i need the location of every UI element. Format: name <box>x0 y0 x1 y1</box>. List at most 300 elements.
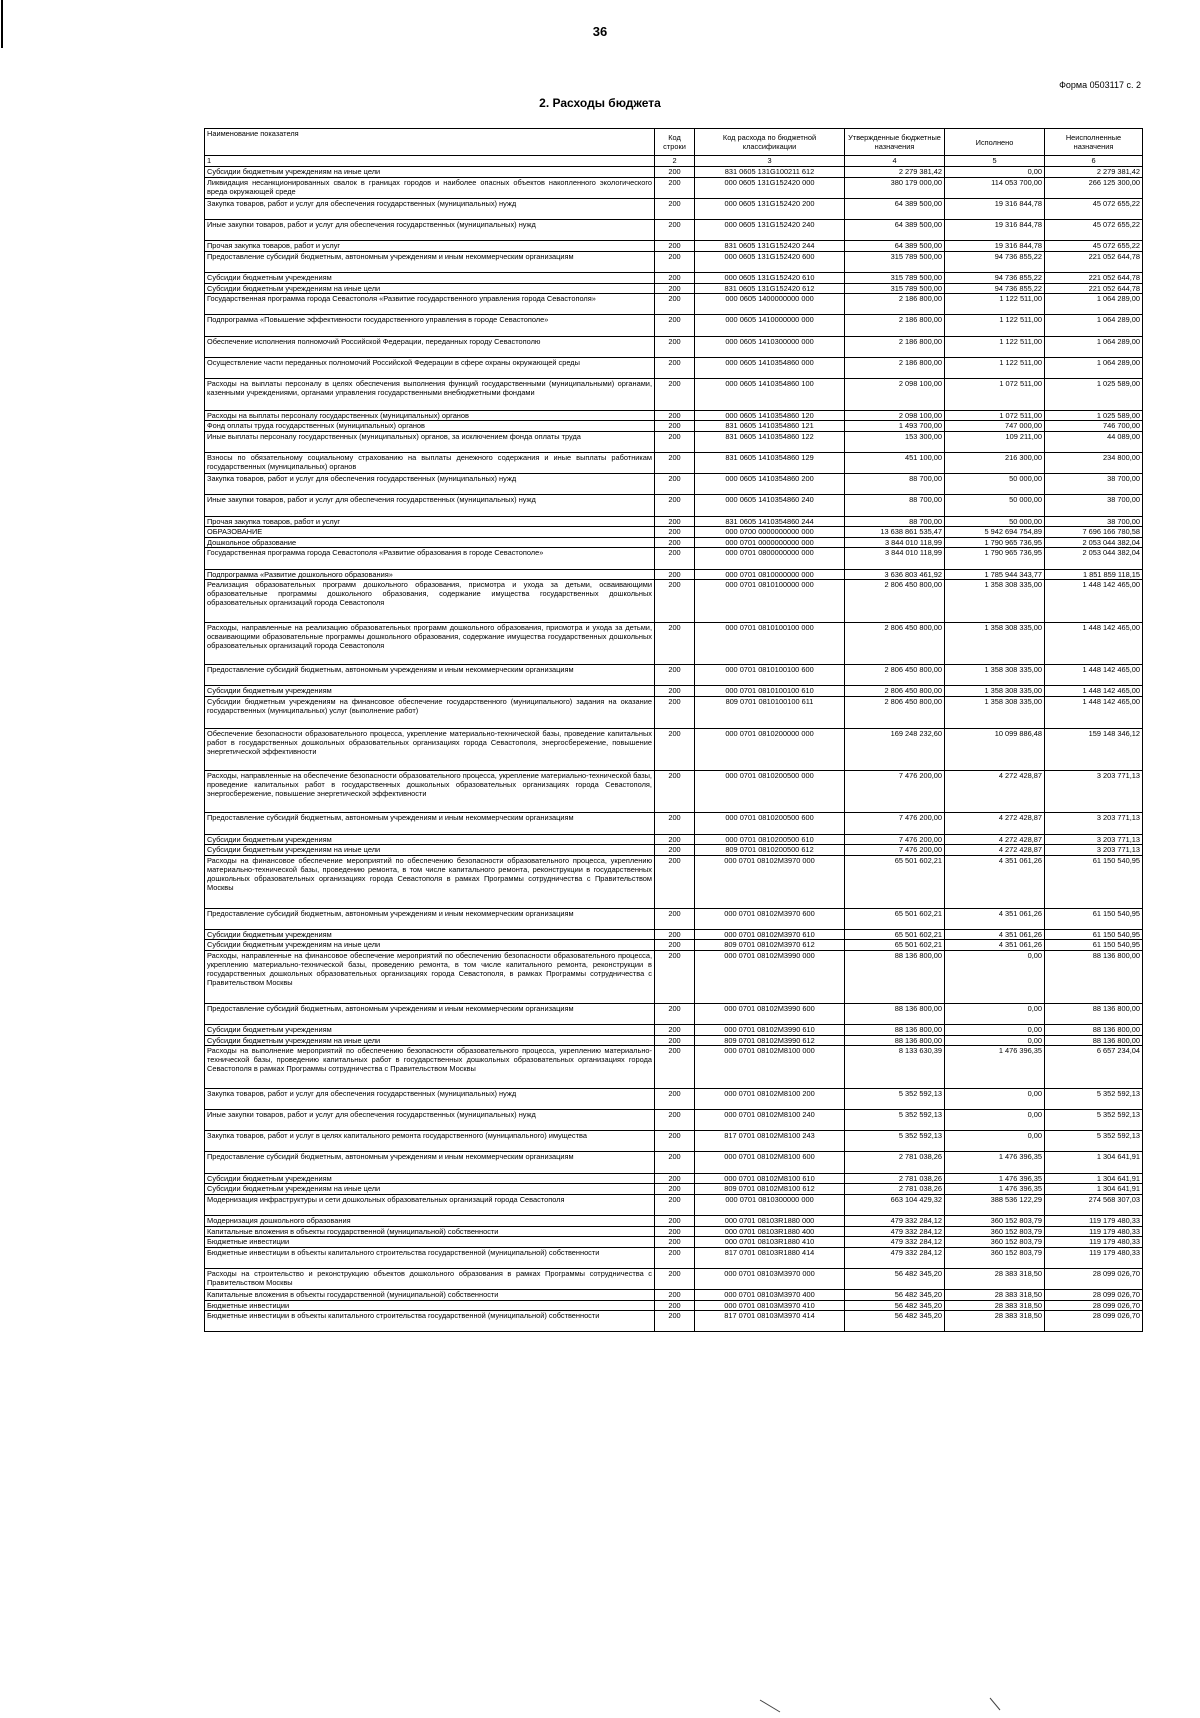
row-approved-cell: 2 098 100,00 <box>845 410 945 421</box>
row-name-cell: Субсидии бюджетным учреждениям <box>205 1025 655 1036</box>
row-budget-code-cell: 831 0605 1410354860 129 <box>695 453 845 474</box>
row-executed-cell: 1 785 944 343,77 <box>945 569 1045 580</box>
table-row <box>205 198 1143 219</box>
row-name-cell: Расходы на выплаты персоналу в целях обеспечения выполнения функций государственными (муниципальными) органами, казенными учреждениями, органами управления государственными внебюджетными фондами <box>205 378 655 410</box>
row-unexecuted-cell: 6 657 234,04 <box>1045 1046 1143 1088</box>
row-unexecuted-cell: 88 136 800,00 <box>1045 1035 1143 1046</box>
row-line-code-cell: 200 <box>655 940 695 951</box>
row-approved-cell: 315 789 500,00 <box>845 272 945 283</box>
row-name-cell: Субсидии бюджетным учреждениям на финансовое обеспечение государственного (муниципального) задания на оказание государственных (муниципальных) услуг (выполнение работ) <box>205 696 655 728</box>
row-budget-code-cell: 809 0701 0810200500 612 <box>695 845 845 856</box>
table-row <box>205 315 1143 336</box>
table-row <box>205 1152 1143 1173</box>
row-line-code-cell: 200 <box>655 908 695 929</box>
row-budget-code-cell: 000 0701 08103М3970 410 <box>695 1300 845 1311</box>
table-row <box>205 548 1143 569</box>
row-name-cell: Подпрограмма «Развитие дошкольного образования» <box>205 569 655 580</box>
row-name-cell: Взносы по обязательному социальному страхованию на выплаты денежного содержания и иные выплаты работникам государственных (муниципальных) органов <box>205 453 655 474</box>
row-budget-code-cell: 809 0701 0810100100 611 <box>695 696 845 728</box>
table-row <box>205 855 1143 908</box>
row-executed-cell: 1 476 396,35 <box>945 1184 1045 1195</box>
row-budget-code-cell: 000 0605 1410354860 240 <box>695 495 845 516</box>
row-unexecuted-cell: 746 700,00 <box>1045 421 1143 432</box>
row-unexecuted-cell: 45 072 655,22 <box>1045 198 1143 219</box>
table-row <box>205 664 1143 685</box>
row-budget-code-cell: 817 0701 08103R1880 414 <box>695 1247 845 1268</box>
row-approved-cell: 2 806 450 800,00 <box>845 580 945 622</box>
row-executed-cell: 4 272 428,87 <box>945 845 1045 856</box>
row-approved-cell: 65 501 602,21 <box>845 855 945 908</box>
table-row <box>205 1173 1143 1184</box>
row-approved-cell: 315 789 500,00 <box>845 251 945 272</box>
row-budget-code-cell: 000 0701 08103R1880 000 <box>695 1215 845 1226</box>
table-row <box>205 770 1143 812</box>
row-approved-cell: 1 493 700,00 <box>845 421 945 432</box>
row-executed-cell: 28 383 318,50 <box>945 1290 1045 1301</box>
row-unexecuted-cell: 3 203 771,13 <box>1045 834 1143 845</box>
header-executed: Исполнено <box>945 129 1045 156</box>
row-line-code-cell: 200 <box>655 1194 695 1215</box>
table-row <box>205 1088 1143 1109</box>
row-line-code-cell: 200 <box>655 1131 695 1152</box>
row-executed-cell: 0,00 <box>945 1004 1045 1025</box>
row-approved-cell: 3 636 803 461,92 <box>845 569 945 580</box>
row-line-code-cell: 200 <box>655 272 695 283</box>
row-line-code-cell: 200 <box>655 951 695 1004</box>
row-unexecuted-cell: 28 099 026,70 <box>1045 1268 1143 1289</box>
row-line-code-cell: 200 <box>655 1237 695 1248</box>
row-executed-cell: 747 000,00 <box>945 421 1045 432</box>
row-line-code-cell: 200 <box>655 1173 695 1184</box>
row-line-code-cell: 200 <box>655 1046 695 1088</box>
table-row <box>205 474 1143 495</box>
row-executed-cell: 4 272 428,87 <box>945 770 1045 812</box>
row-name-cell: Субсидии бюджетным учреждениям на иные цели <box>205 167 655 178</box>
row-unexecuted-cell: 119 179 480,33 <box>1045 1226 1143 1237</box>
row-name-cell: Иные выплаты персоналу государственных (муниципальных) органов, за исключением фонда оплаты труда <box>205 431 655 452</box>
row-line-code-cell: 200 <box>655 1290 695 1301</box>
row-executed-cell: 0,00 <box>945 1025 1045 1036</box>
row-budget-code-cell: 000 0701 0800000000 000 <box>695 548 845 569</box>
row-approved-cell: 2 806 450 800,00 <box>845 686 945 697</box>
row-name-cell: Расходы, направленные на реализацию образовательных программ дошкольного образования, присмотра и ухода за детьми, осваивающими образовательные программы дошкольного образования, содержание имущества государственных дошкольных образовательных организаций города Севастополя <box>205 622 655 664</box>
row-approved-cell: 5 352 592,13 <box>845 1088 945 1109</box>
row-line-code-cell: 200 <box>655 495 695 516</box>
table-row <box>205 908 1143 929</box>
row-budget-code-cell: 000 0701 08102М8100 240 <box>695 1110 845 1131</box>
row-budget-code-cell: 000 0701 0000000000 000 <box>695 537 845 548</box>
row-name-cell: Субсидии бюджетным учреждениям на иные цели <box>205 845 655 856</box>
row-line-code-cell: 200 <box>655 527 695 538</box>
row-name-cell: Дошкольное образование <box>205 537 655 548</box>
row-name-cell: Иные закупки товаров, работ и услуг для обеспечения государственных (муниципальных) нужд <box>205 495 655 516</box>
row-unexecuted-cell: 45 072 655,22 <box>1045 241 1143 252</box>
row-line-code-cell: 200 <box>655 431 695 452</box>
row-name-cell: Бюджетные инвестиции <box>205 1300 655 1311</box>
column-index: 1 <box>205 156 655 167</box>
row-unexecuted-cell: 61 150 540,95 <box>1045 855 1143 908</box>
row-budget-code-cell: 000 0701 0810100100 000 <box>695 622 845 664</box>
row-line-code-cell: 200 <box>655 845 695 856</box>
row-executed-cell: 4 351 061,26 <box>945 908 1045 929</box>
row-name-cell: Предоставление субсидий бюджетным, автономным учреждениям и иным некоммерческим организациям <box>205 1004 655 1025</box>
row-unexecuted-cell: 234 800,00 <box>1045 453 1143 474</box>
row-line-code-cell: 200 <box>655 198 695 219</box>
row-budget-code-cell: 000 0701 08102М3990 610 <box>695 1025 845 1036</box>
row-unexecuted-cell: 61 150 540,95 <box>1045 940 1143 951</box>
page-number: 36 <box>592 24 608 39</box>
row-line-code-cell: 200 <box>655 283 695 294</box>
row-executed-cell: 50 000,00 <box>945 516 1045 527</box>
row-name-cell: Расходы, направленные на обеспечение безопасности образовательного процесса, укрепление материально-технической базы, проведение капитальных работ в государственных дошкольных образовательных организациях города Севастополя, энергосбережение, повышение энергетической эффективности <box>205 770 655 812</box>
row-unexecuted-cell: 44 089,00 <box>1045 431 1143 452</box>
row-executed-cell: 50 000,00 <box>945 474 1045 495</box>
row-budget-code-cell: 831 0605 131G152420 612 <box>695 283 845 294</box>
row-line-code-cell: 200 <box>655 569 695 580</box>
row-unexecuted-cell: 2 053 044 382,04 <box>1045 548 1143 569</box>
row-name-cell: Закупка товаров, работ и услуг для обеспечения государственных (муниципальных) нужд <box>205 474 655 495</box>
row-approved-cell: 5 352 592,13 <box>845 1131 945 1152</box>
row-unexecuted-cell: 88 136 800,00 <box>1045 951 1143 1004</box>
row-unexecuted-cell: 1 304 641,91 <box>1045 1173 1143 1184</box>
table-row <box>205 569 1143 580</box>
row-approved-cell: 56 482 345,20 <box>845 1300 945 1311</box>
row-approved-cell: 169 248 232,60 <box>845 728 945 770</box>
row-unexecuted-cell: 119 179 480,33 <box>1045 1247 1143 1268</box>
row-executed-cell: 360 152 803,79 <box>945 1215 1045 1226</box>
row-executed-cell: 360 152 803,79 <box>945 1247 1045 1268</box>
row-executed-cell: 1 122 511,00 <box>945 294 1045 315</box>
row-unexecuted-cell: 1 025 589,00 <box>1045 378 1143 410</box>
table-row <box>205 1004 1143 1025</box>
row-budget-code-cell: 000 0605 131G152420 600 <box>695 251 845 272</box>
row-approved-cell: 479 332 284,12 <box>845 1237 945 1248</box>
row-line-code-cell: 200 <box>655 1110 695 1131</box>
row-executed-cell: 4 351 061,26 <box>945 929 1045 940</box>
row-unexecuted-cell: 2 053 044 382,04 <box>1045 537 1143 548</box>
row-approved-cell: 2 781 038,26 <box>845 1152 945 1173</box>
row-budget-code-cell: 000 0605 1410300000 000 <box>695 336 845 357</box>
row-line-code-cell: 200 <box>655 580 695 622</box>
table-row <box>205 940 1143 951</box>
row-budget-code-cell: 000 0701 0810200500 000 <box>695 770 845 812</box>
row-approved-cell: 5 352 592,13 <box>845 1110 945 1131</box>
row-executed-cell: 0,00 <box>945 1088 1045 1109</box>
row-budget-code-cell: 000 0701 08102М8100 600 <box>695 1152 845 1173</box>
table-row <box>205 1046 1143 1088</box>
row-unexecuted-cell: 38 700,00 <box>1045 495 1143 516</box>
row-executed-cell: 1 358 308 335,00 <box>945 664 1045 685</box>
row-unexecuted-cell: 266 125 300,00 <box>1045 177 1143 198</box>
row-budget-code-cell: 000 0701 0810200000 000 <box>695 728 845 770</box>
row-approved-cell: 2 186 800,00 <box>845 294 945 315</box>
row-line-code-cell: 200 <box>655 219 695 240</box>
row-budget-code-cell: 000 0605 1410354860 000 <box>695 357 845 378</box>
row-unexecuted-cell: 38 700,00 <box>1045 474 1143 495</box>
row-name-cell: Капитальные вложения в объекты государственной (муниципальной) собственности <box>205 1290 655 1301</box>
row-budget-code-cell: 000 0701 08102М3990 000 <box>695 951 845 1004</box>
row-line-code-cell: 200 <box>655 1184 695 1195</box>
row-name-cell: Субсидии бюджетным учреждениям <box>205 686 655 697</box>
row-executed-cell: 0,00 <box>945 1131 1045 1152</box>
table-row <box>205 1215 1143 1226</box>
row-approved-cell: 65 501 602,21 <box>845 940 945 951</box>
row-budget-code-cell: 000 0701 0810100100 610 <box>695 686 845 697</box>
table-row <box>205 622 1143 664</box>
row-executed-cell: 388 536 122,29 <box>945 1194 1045 1215</box>
row-approved-cell: 56 482 345,20 <box>845 1311 945 1332</box>
row-approved-cell: 2 806 450 800,00 <box>845 696 945 728</box>
row-line-code-cell: 200 <box>655 453 695 474</box>
row-budget-code-cell: 000 0701 08103М3970 000 <box>695 1268 845 1289</box>
row-budget-code-cell: 809 0701 08102М3970 612 <box>695 940 845 951</box>
row-approved-cell: 2 806 450 800,00 <box>845 622 945 664</box>
row-budget-code-cell: 831 0605 131G100211 612 <box>695 167 845 178</box>
row-name-cell: Расходы на выплаты персоналу государственных (муниципальных) органов <box>205 410 655 421</box>
table-row <box>205 1184 1143 1195</box>
row-approved-cell: 88 700,00 <box>845 495 945 516</box>
table-row <box>205 686 1143 697</box>
row-unexecuted-cell: 221 052 644,78 <box>1045 251 1143 272</box>
row-budget-code-cell: 000 0605 1400000000 000 <box>695 294 845 315</box>
row-budget-code-cell: 000 0605 131G152420 610 <box>695 272 845 283</box>
row-approved-cell: 56 482 345,20 <box>845 1290 945 1301</box>
row-budget-code-cell: 000 0605 1410354860 120 <box>695 410 845 421</box>
row-name-cell: Закупка товаров, работ и услуг для обеспечения государственных (муниципальных) нужд <box>205 1088 655 1109</box>
table-row <box>205 177 1143 198</box>
row-unexecuted-cell: 1 304 641,91 <box>1045 1184 1143 1195</box>
row-unexecuted-cell: 3 203 771,13 <box>1045 770 1143 812</box>
row-name-cell: Ликвидация несанкционированных свалок в границах городов и наиболее опасных объектов накопленного экологического вреда окружающей среде <box>205 177 655 198</box>
row-executed-cell: 50 000,00 <box>945 495 1045 516</box>
row-line-code-cell: 200 <box>655 251 695 272</box>
row-unexecuted-cell: 119 179 480,33 <box>1045 1215 1143 1226</box>
row-unexecuted-cell: 1 448 142 465,00 <box>1045 686 1143 697</box>
row-unexecuted-cell: 5 352 592,13 <box>1045 1131 1143 1152</box>
row-name-cell: Субсидии бюджетным учреждениям <box>205 1173 655 1184</box>
row-line-code-cell: 200 <box>655 1004 695 1025</box>
row-budget-code-cell: 000 0605 1410354860 200 <box>695 474 845 495</box>
row-approved-cell: 3 844 010 118,99 <box>845 548 945 569</box>
row-approved-cell: 7 476 200,00 <box>845 845 945 856</box>
row-line-code-cell: 200 <box>655 537 695 548</box>
row-unexecuted-cell: 61 150 540,95 <box>1045 908 1143 929</box>
budget-expenses-table <box>204 128 1143 1332</box>
row-executed-cell: 10 099 886,48 <box>945 728 1045 770</box>
row-executed-cell: 1 790 965 736,95 <box>945 548 1045 569</box>
row-line-code-cell: 200 <box>655 474 695 495</box>
row-approved-cell: 88 136 800,00 <box>845 1025 945 1036</box>
row-executed-cell: 1 358 308 335,00 <box>945 696 1045 728</box>
row-line-code-cell: 200 <box>655 378 695 410</box>
row-line-code-cell: 200 <box>655 770 695 812</box>
row-approved-cell: 64 389 500,00 <box>845 219 945 240</box>
row-line-code-cell: 200 <box>655 1215 695 1226</box>
row-name-cell: Субсидии бюджетным учреждениям на иные цели <box>205 1035 655 1046</box>
row-executed-cell: 4 272 428,87 <box>945 834 1045 845</box>
row-executed-cell: 28 383 318,50 <box>945 1300 1045 1311</box>
row-unexecuted-cell: 274 568 307,03 <box>1045 1194 1143 1215</box>
row-executed-cell: 0,00 <box>945 951 1045 1004</box>
header-unexecuted: Неисполненные назначения <box>1045 129 1143 156</box>
table-header-row <box>205 129 1143 156</box>
row-executed-cell: 109 211,00 <box>945 431 1045 452</box>
row-name-cell: Осуществление части переданных полномочий Российской Федерации в сфере охраны окружающей среды <box>205 357 655 378</box>
row-budget-code-cell: 000 0605 1410354860 100 <box>695 378 845 410</box>
row-name-cell: Бюджетные инвестиции <box>205 1237 655 1248</box>
row-name-cell: Субсидии бюджетным учреждениям на иные цели <box>205 940 655 951</box>
row-approved-cell: 64 389 500,00 <box>845 198 945 219</box>
table-row <box>205 219 1143 240</box>
row-unexecuted-cell: 1 064 289,00 <box>1045 357 1143 378</box>
row-name-cell: Государственная программа города Севастополя «Развитие государственного управления города Севастополя» <box>205 294 655 315</box>
row-approved-cell: 663 104 429,32 <box>845 1194 945 1215</box>
table-row <box>205 272 1143 283</box>
row-budget-code-cell: 000 0605 131G152420 000 <box>695 177 845 198</box>
row-budget-code-cell: 000 0701 0810100100 600 <box>695 664 845 685</box>
table-row <box>205 1025 1143 1036</box>
row-budget-code-cell: 000 0605 1410000000 000 <box>695 315 845 336</box>
section-title: 2. Расходы бюджета <box>539 96 661 110</box>
row-line-code-cell: 200 <box>655 664 695 685</box>
row-executed-cell: 0,00 <box>945 167 1045 178</box>
row-budget-code-cell: 000 0701 08103R1880 400 <box>695 1226 845 1237</box>
row-executed-cell: 1 476 396,35 <box>945 1173 1045 1184</box>
row-line-code-cell: 200 <box>655 1311 695 1332</box>
row-line-code-cell: 200 <box>655 410 695 421</box>
row-budget-code-cell: 000 0701 08102М8100 610 <box>695 1173 845 1184</box>
row-budget-code-cell: 817 0701 08103М3970 414 <box>695 1311 845 1332</box>
row-executed-cell: 0,00 <box>945 1035 1045 1046</box>
row-unexecuted-cell: 2 279 381,42 <box>1045 167 1143 178</box>
table-row <box>205 1268 1143 1289</box>
row-line-code-cell: 200 <box>655 1226 695 1237</box>
row-budget-code-cell: 831 0605 1410354860 122 <box>695 431 845 452</box>
row-line-code-cell: 200 <box>655 834 695 845</box>
row-unexecuted-cell: 5 352 592,13 <box>1045 1088 1143 1109</box>
table-row <box>205 1226 1143 1237</box>
row-unexecuted-cell: 38 700,00 <box>1045 516 1143 527</box>
column-index: 4 <box>845 156 945 167</box>
row-budget-code-cell: 000 0701 0810200500 610 <box>695 834 845 845</box>
row-budget-code-cell: 000 0701 08102М3970 000 <box>695 855 845 908</box>
table-row <box>205 410 1143 421</box>
row-line-code-cell: 200 <box>655 177 695 198</box>
row-executed-cell: 19 316 844,78 <box>945 241 1045 252</box>
row-line-code-cell: 200 <box>655 421 695 432</box>
row-budget-code-cell: 000 0701 0810100000 000 <box>695 580 845 622</box>
row-approved-cell: 2 186 800,00 <box>845 357 945 378</box>
row-line-code-cell: 200 <box>655 728 695 770</box>
table-row <box>205 251 1143 272</box>
row-executed-cell: 1 790 965 736,95 <box>945 537 1045 548</box>
row-line-code-cell: 200 <box>655 1247 695 1268</box>
row-budget-code-cell: 809 0701 08102М8100 612 <box>695 1184 845 1195</box>
row-approved-cell: 2 279 381,42 <box>845 167 945 178</box>
table-row <box>205 527 1143 538</box>
row-approved-cell: 479 332 284,12 <box>845 1247 945 1268</box>
row-executed-cell: 28 383 318,50 <box>945 1311 1045 1332</box>
row-line-code-cell: 200 <box>655 622 695 664</box>
table-row <box>205 845 1143 856</box>
table-row <box>205 453 1143 474</box>
row-budget-code-cell: 817 0701 08102М8100 243 <box>695 1131 845 1152</box>
column-index: 2 <box>655 156 695 167</box>
row-executed-cell: 94 736 855,22 <box>945 251 1045 272</box>
row-name-cell: Фонд оплаты труда государственных (муниципальных) органов <box>205 421 655 432</box>
table-row <box>205 1035 1143 1046</box>
row-name-cell: Расходы на финансовое обеспечение мероприятий по обеспечению безопасности образовательного процесса, укреплению материально-технической базы, проведению ремонта, в том числе капитального ремонта, реконструкции в государственных дошкольных образовательных организациях города Севастополя в рамках Программы сотрудничества с Правительством Москвы <box>205 855 655 908</box>
table-row <box>205 1194 1143 1215</box>
row-approved-cell: 2 186 800,00 <box>845 336 945 357</box>
row-unexecuted-cell: 28 099 026,70 <box>1045 1290 1143 1301</box>
row-line-code-cell: 200 <box>655 294 695 315</box>
row-name-cell: Субсидии бюджетным учреждениям <box>205 929 655 940</box>
row-name-cell: ОБРАЗОВАНИЕ <box>205 527 655 538</box>
header-name: Наименование показателя <box>205 129 655 156</box>
row-line-code-cell: 200 <box>655 1152 695 1173</box>
row-unexecuted-cell: 1 448 142 465,00 <box>1045 664 1143 685</box>
row-executed-cell: 19 316 844,78 <box>945 198 1045 219</box>
table-row <box>205 728 1143 770</box>
row-executed-cell: 1 072 511,00 <box>945 378 1045 410</box>
table-row <box>205 421 1143 432</box>
table-row <box>205 1131 1143 1152</box>
table-row <box>205 167 1143 178</box>
row-unexecuted-cell: 7 696 166 780,58 <box>1045 527 1143 538</box>
header-approved: Утвержденные бюджетные назначения <box>845 129 945 156</box>
row-line-code-cell: 200 <box>655 315 695 336</box>
row-name-cell: Субсидии бюджетным учреждениям <box>205 834 655 845</box>
row-unexecuted-cell: 45 072 655,22 <box>1045 219 1143 240</box>
row-line-code-cell: 200 <box>655 1035 695 1046</box>
row-unexecuted-cell: 3 203 771,13 <box>1045 845 1143 856</box>
row-unexecuted-cell: 1 064 289,00 <box>1045 315 1143 336</box>
table-row <box>205 495 1143 516</box>
row-approved-cell: 315 789 500,00 <box>845 283 945 294</box>
row-approved-cell: 380 179 000,00 <box>845 177 945 198</box>
row-name-cell: Модернизация дошкольного образования <box>205 1215 655 1226</box>
row-name-cell: Закупка товаров, работ и услуг в целях капитального ремонта государственного (муниципального) имущества <box>205 1131 655 1152</box>
table-row <box>205 357 1143 378</box>
row-line-code-cell: 200 <box>655 813 695 834</box>
row-approved-cell: 7 476 200,00 <box>845 770 945 812</box>
row-budget-code-cell: 000 0701 08103R1880 410 <box>695 1237 845 1248</box>
column-index: 3 <box>695 156 845 167</box>
row-name-cell: Закупка товаров, работ и услуг для обеспечения государственных (муниципальных) нужд <box>205 198 655 219</box>
form-reference: Форма 0503117 с. 2 <box>1059 80 1141 90</box>
row-budget-code-cell: 000 0701 0810200500 600 <box>695 813 845 834</box>
row-name-cell: Подпрограмма «Повышение эффективности государственного управления в городе Севастополе» <box>205 315 655 336</box>
table-row <box>205 537 1143 548</box>
row-name-cell: Капитальные вложения в объекты государственной (муниципальной) собственности <box>205 1226 655 1237</box>
row-executed-cell: 1 358 308 335,00 <box>945 686 1045 697</box>
row-executed-cell: 1 122 511,00 <box>945 357 1045 378</box>
row-line-code-cell: 200 <box>655 686 695 697</box>
row-executed-cell: 360 152 803,79 <box>945 1237 1045 1248</box>
row-name-cell: Бюджетные инвестиции в объекты капитального строительства государственной (муниципальной) собственности <box>205 1311 655 1332</box>
row-executed-cell: 1 122 511,00 <box>945 336 1045 357</box>
row-name-cell: Прочая закупка товаров, работ и услуг <box>205 516 655 527</box>
row-name-cell: Иные закупки товаров, работ и услуг для обеспечения государственных (муниципальных) нужд <box>205 1110 655 1131</box>
row-approved-cell: 56 482 345,20 <box>845 1268 945 1289</box>
row-executed-cell: 1 358 308 335,00 <box>945 622 1045 664</box>
table-row <box>205 580 1143 622</box>
row-budget-code-cell: 000 0605 131G152420 240 <box>695 219 845 240</box>
row-name-cell: Прочая закупка товаров, работ и услуг <box>205 241 655 252</box>
header-line-code: Код строки <box>655 129 695 156</box>
table-row <box>205 283 1143 294</box>
